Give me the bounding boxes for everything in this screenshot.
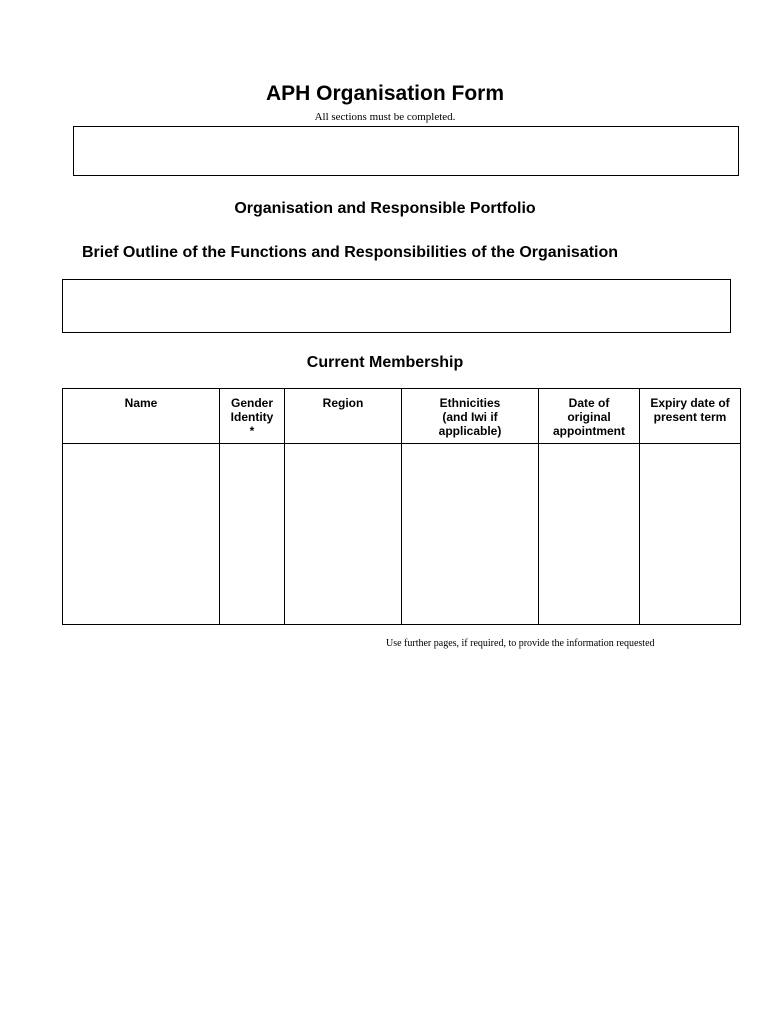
expiry-date-cell[interactable] bbox=[640, 444, 741, 625]
column-header-gender-identity bbox=[220, 389, 285, 444]
membership-table bbox=[62, 388, 741, 625]
name-cell[interactable] bbox=[63, 444, 220, 625]
form-subtitle: All sections must be completed. bbox=[314, 111, 456, 123]
column-header-date-of-appointment bbox=[539, 389, 640, 444]
header-line: appointment bbox=[553, 424, 625, 438]
outline-heading: Brief Outline of the Functions and Responsibilities of the Organisation bbox=[82, 244, 619, 261]
ethnicities-cell[interactable] bbox=[402, 444, 539, 625]
header-line: original bbox=[567, 410, 611, 424]
header-line: Expiry date of bbox=[650, 396, 730, 410]
column-header-name bbox=[63, 389, 220, 444]
gender-identity-cell[interactable] bbox=[220, 444, 285, 625]
organisation-entry-box[interactable] bbox=[73, 126, 739, 176]
membership-header-row bbox=[63, 389, 741, 444]
membership-heading: Current Membership bbox=[306, 354, 464, 371]
header-line: Date of bbox=[568, 396, 610, 410]
header-line: applicable) bbox=[438, 424, 502, 438]
header-line: * bbox=[249, 424, 255, 438]
footnote: Use further pages, if required, to provide the information requested bbox=[386, 638, 655, 649]
header-line: (and Iwi if bbox=[442, 410, 498, 424]
header-line: present term bbox=[653, 410, 727, 424]
outline-entry-box[interactable] bbox=[62, 279, 731, 333]
column-header-ethnicities bbox=[402, 389, 539, 444]
organisation-heading: Organisation and Responsible Portfolio bbox=[234, 200, 536, 217]
header-line: Ethnicities bbox=[439, 396, 501, 410]
header-line: Identity bbox=[230, 410, 274, 424]
column-header-expiry-date bbox=[640, 389, 741, 444]
header-line: Gender bbox=[230, 396, 273, 410]
date-of-appointment-cell[interactable] bbox=[539, 444, 640, 625]
column-header-region bbox=[285, 389, 402, 444]
header-line: Region bbox=[322, 396, 364, 410]
membership-entry-row bbox=[63, 444, 741, 625]
form-title: APH Organisation Form bbox=[265, 82, 505, 105]
header-line: Name bbox=[124, 396, 158, 410]
region-cell[interactable] bbox=[285, 444, 402, 625]
